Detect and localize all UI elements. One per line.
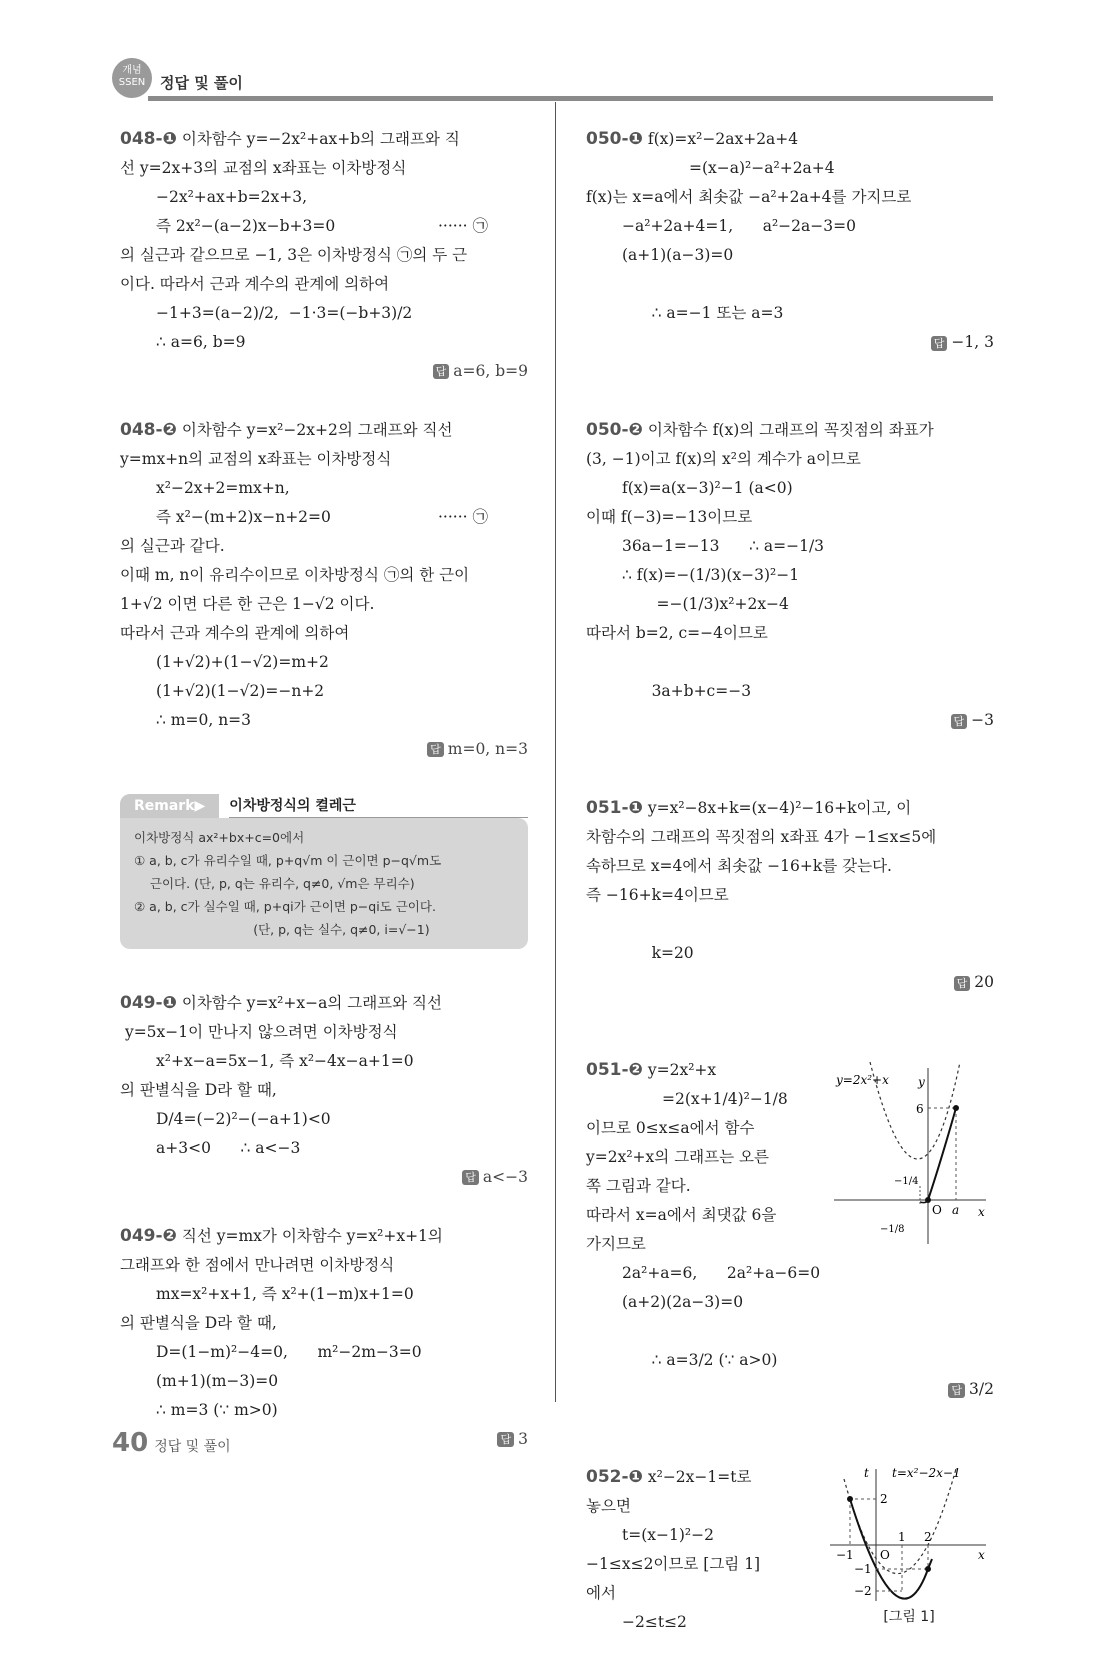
remark-box bbox=[120, 794, 528, 949]
remark-line: ② a, b, c가 실수일 때, p+qi가 근이면 p−qi도 근이다. bbox=[134, 899, 436, 914]
a-label: a bbox=[952, 1203, 960, 1217]
x-tick-m1: −1 bbox=[836, 1548, 854, 1562]
left-column bbox=[120, 125, 528, 1484]
problem-048-1 bbox=[120, 125, 528, 386]
answer-value: 3 bbox=[518, 1430, 528, 1448]
text-line: 쪽 그림과 같다. bbox=[586, 1177, 691, 1195]
answer-value: 20 bbox=[974, 973, 994, 991]
answer bbox=[951, 706, 995, 735]
problem-number: 050-❶ bbox=[586, 129, 643, 149]
equation-marker: ······ ㉠ bbox=[438, 508, 488, 526]
equation-line: x²+x−a=5x−1, 즉 x²−4x−a+1=0 bbox=[156, 1052, 414, 1070]
conclusion-text: ∴ a=−1 또는 a=3 bbox=[651, 304, 784, 322]
text-line: 따라서 근과 계수의 관계에 의하여 bbox=[120, 624, 350, 642]
conclusion-line bbox=[586, 910, 994, 1026]
equation-line: =2(x+1/4)²−1/8 bbox=[662, 1090, 788, 1108]
equation-line: −2x²+ax+b=2x+3, bbox=[156, 188, 308, 206]
equation-line: 즉 x²−(m+2)x−n+2=0 bbox=[156, 508, 331, 526]
equation-line: f(x)=a(x−3)²−1 (a<0) bbox=[622, 479, 793, 497]
problem-number: 052-❶ bbox=[586, 1467, 643, 1487]
conclusion-line bbox=[586, 648, 994, 764]
text-line: 이차함수 y=−2x²+ax+b의 그래프와 직 bbox=[176, 130, 460, 148]
problem-number: 049-❷ bbox=[120, 1226, 177, 1246]
text-line: 선 y=2x+3의 교점의 x좌표는 이차방정식 bbox=[120, 159, 407, 177]
remark-tag: Remark▶ bbox=[120, 794, 219, 818]
text-line: 이차함수 f(x)의 그래프의 꼭짓점의 좌표가 bbox=[642, 421, 934, 439]
solid-arc bbox=[928, 1108, 956, 1200]
origin-dot bbox=[925, 1197, 931, 1203]
conclusion-line bbox=[586, 270, 994, 386]
tick-label-6: 6 bbox=[916, 1102, 924, 1116]
answer-value: 3/2 bbox=[969, 1380, 994, 1398]
text-line: 즉 −16+k=4이므로 bbox=[586, 886, 729, 904]
footer-title: 정답 및 풀이 bbox=[154, 1439, 231, 1455]
answer-value: a=6, b=9 bbox=[453, 362, 528, 380]
figure-caption: [그림 1] bbox=[883, 1609, 935, 1625]
parabola-graph-t bbox=[824, 1463, 994, 1603]
equation-marker: ······ ㉠ bbox=[438, 217, 488, 235]
parabola-graph bbox=[824, 1056, 994, 1246]
conclusion-text: k=20 bbox=[651, 944, 694, 962]
text-line: f(x)는 x=a에서 최솟값 −a²+2a+4를 가지므로 bbox=[586, 188, 912, 206]
text-line: 에서 bbox=[586, 1584, 616, 1602]
text-line: 가지므로 bbox=[586, 1235, 646, 1253]
problem-049-2 bbox=[120, 1222, 528, 1454]
tick-label-quarter: −1/4 bbox=[894, 1176, 919, 1187]
page-number: 40 bbox=[112, 1428, 149, 1458]
equation-line: −2≤t≤2 bbox=[622, 1613, 687, 1631]
answer bbox=[120, 735, 528, 764]
text-line: 이때 m, n이 유리수이므로 이차방정식 ㉠의 한 근이 bbox=[120, 566, 470, 584]
text-line: 직선 y=mx가 이차함수 y=x²+x+1의 bbox=[176, 1227, 443, 1245]
equation-line: (a+1)(a−3)=0 bbox=[622, 246, 734, 264]
problem-051-2 bbox=[586, 1056, 994, 1433]
text-line: y=5x−1이 만나지 않으려면 이차방정식 bbox=[120, 1023, 398, 1041]
equation-line: (a+2)(2a−3)=0 bbox=[622, 1293, 744, 1311]
origin-label: O bbox=[932, 1203, 942, 1217]
equation-line: (1+√2)(1−√2)=−n+2 bbox=[156, 682, 325, 700]
problem-number: 051-❷ bbox=[586, 1060, 643, 1080]
text-line: 이다. 따라서 근과 계수의 관계에 의하여 bbox=[120, 275, 390, 293]
text-line: 의 실근과 같으므로 −1, 3은 이차방정식 ㉠의 두 근 bbox=[120, 246, 468, 264]
answer-value: −1, 3 bbox=[951, 333, 994, 351]
text-line: 이차함수 y=x²+x−a의 그래프와 직선 bbox=[176, 994, 443, 1012]
remark-line: ① a, b, c가 유리수일 때, p+q√m 이 근이면 p−q√m도 bbox=[134, 853, 442, 868]
logo-line1: 개념 bbox=[122, 65, 142, 76]
tick-label-m2: −2 bbox=[854, 1584, 872, 1598]
problem-052-1 bbox=[586, 1463, 994, 1637]
answer-value: −3 bbox=[971, 711, 994, 729]
equation-line: D/4=(−2)²−(−a+1)<0 bbox=[156, 1110, 331, 1128]
equation-line: (1+√2)+(1−√2)=m+2 bbox=[156, 653, 329, 671]
x-axis-label: x bbox=[978, 1205, 985, 1219]
problem-050-1 bbox=[586, 125, 994, 386]
conclusion-line bbox=[586, 1317, 994, 1433]
equation-line: −a²+2a+4=1, a²−2a−3=0 bbox=[622, 217, 856, 235]
text-line: 차함수의 그래프의 꼭짓점의 x좌표 4가 −1≤x≤5에 bbox=[586, 828, 937, 846]
problem-049-1 bbox=[120, 989, 528, 1192]
x-tick-1: 1 bbox=[898, 1530, 906, 1544]
problem-number: 048-❶ bbox=[120, 129, 177, 149]
brand-logo bbox=[112, 58, 152, 98]
text-line: 그래프와 한 점에서 만나려면 이차방정식 bbox=[120, 1256, 395, 1274]
text-line: 이때 f(−3)=−13이므로 bbox=[586, 508, 753, 526]
problem-050-2 bbox=[586, 416, 994, 764]
x-axis-label: x bbox=[978, 1548, 985, 1562]
problem-048-2 bbox=[120, 416, 528, 764]
conclusion-line: ∴ a=6, b=9 bbox=[156, 333, 246, 351]
answer-icon: 답 bbox=[931, 336, 948, 351]
equation-line: (m+1)(m−3)=0 bbox=[156, 1372, 279, 1390]
equation-line: ∴ f(x)=−(1/3)(x−3)²−1 bbox=[622, 566, 800, 584]
equation-line: x²−2x+2=mx+n, bbox=[156, 479, 290, 497]
answer-value: m=0, n=3 bbox=[447, 740, 528, 758]
text-line: 의 판별식을 D라 할 때, bbox=[120, 1314, 277, 1332]
remark-title: 이차방정식의 켤레근 bbox=[229, 795, 528, 818]
equation-line: 36a−1=−13 ∴ a=−1/3 bbox=[622, 537, 825, 555]
text-line: 이므로 0≤x≤a에서 함수 bbox=[586, 1119, 755, 1137]
equation-line: 즉 2x²−(a−2)x−b+3=0 bbox=[156, 217, 336, 235]
conclusion-text: 3a+b+c=−3 bbox=[651, 682, 752, 700]
text-line: 따라서 b=2, c=−4이므로 bbox=[586, 624, 768, 642]
equation-line: =−(1/3)x²+2x−4 bbox=[622, 595, 789, 613]
text-line: 속하므로 x=4에서 최솟값 −16+k를 갖는다. bbox=[586, 857, 892, 875]
text-line: 따라서 x=a에서 최댓값 6을 bbox=[586, 1206, 777, 1224]
equation-line: t=(x−1)²−2 bbox=[622, 1526, 714, 1544]
answer-icon: 답 bbox=[954, 976, 971, 991]
text-line: (3, −1)이고 f(x)의 x²의 계수가 a이므로 bbox=[586, 450, 861, 468]
problem-number: 048-❷ bbox=[120, 420, 177, 440]
text-line: −1≤x≤2이므로 [그림 1] bbox=[586, 1555, 761, 1573]
text-line: y=2x²+x의 그래프는 오른 bbox=[586, 1148, 769, 1166]
equation-line: y=2x²+x bbox=[642, 1061, 717, 1079]
graph-051-2 bbox=[824, 1056, 994, 1246]
remark-line: (단, p, q는 실수, q≠0, i=√−1) bbox=[134, 922, 430, 937]
answer-icon: 답 bbox=[497, 1432, 514, 1447]
equation-line: x²−2x−1=t로 bbox=[642, 1468, 752, 1486]
curve-label: t=x²−2x−1 bbox=[892, 1466, 961, 1480]
curve-label: y=2x²+x bbox=[836, 1073, 889, 1087]
answer bbox=[931, 328, 994, 357]
origin-label: O bbox=[880, 1548, 890, 1562]
text-line: 의 판별식을 D라 할 때, bbox=[120, 1081, 277, 1099]
tick-label-eighth: −1/8 bbox=[880, 1224, 905, 1235]
conclusion-line: ∴ m=3 (∵ m>0) bbox=[156, 1401, 278, 1419]
t-axis-label: t bbox=[864, 1466, 869, 1480]
text-line: y=x²−8x+k=(x−4)²−16+k이고, 이 bbox=[642, 799, 912, 817]
endpoint-dot bbox=[847, 1496, 853, 1502]
fraction-equation: −1+3=(a−2)/2, −1·3=(−b+3)/2 bbox=[156, 304, 413, 322]
equation-line: =(x−a)²−a²+2a+4 bbox=[689, 159, 835, 177]
text-line: 이차함수 y=x²−2x+2의 그래프와 직선 bbox=[176, 421, 453, 439]
right-column bbox=[586, 125, 994, 1667]
equation-line: f(x)=x²−2ax+2a+4 bbox=[642, 130, 799, 148]
answer-icon: 답 bbox=[427, 742, 444, 757]
tick-label-2: 2 bbox=[880, 1492, 888, 1506]
answer-icon: 답 bbox=[462, 1170, 479, 1185]
problem-number: 050-❷ bbox=[586, 420, 643, 440]
problem-051-1 bbox=[586, 794, 994, 1026]
remark-line: 근이다. (단, p, q는 유리수, q≠0, √m은 무리수) bbox=[134, 876, 415, 891]
answer-icon: 답 bbox=[948, 1383, 965, 1398]
page-title: 정답 및 풀이 bbox=[160, 74, 243, 92]
tick-label-m1: −1 bbox=[854, 1562, 872, 1576]
header-rule bbox=[148, 96, 993, 101]
equation-line: D=(1−m)²−4=0, m²−2m−3=0 bbox=[156, 1343, 422, 1361]
logo-line2: SSEN bbox=[118, 77, 146, 88]
text-line: 의 실근과 같다. bbox=[120, 537, 225, 555]
page-header bbox=[112, 58, 992, 102]
dashed-parabola bbox=[844, 1469, 956, 1574]
conclusion-text: ∴ a=3/2 (∵ a>0) bbox=[651, 1351, 778, 1369]
equation-line: mx=x²+x+1, 즉 x²+(1−m)x+1=0 bbox=[156, 1285, 414, 1303]
answer-icon: 답 bbox=[433, 364, 450, 379]
answer-icon: 답 bbox=[951, 714, 968, 729]
answer bbox=[120, 357, 528, 386]
answer bbox=[954, 968, 994, 997]
x-tick-2: 2 bbox=[924, 1530, 932, 1544]
graph-052-1 bbox=[824, 1463, 994, 1632]
problem-number: 051-❶ bbox=[586, 798, 643, 818]
answer bbox=[120, 1163, 528, 1192]
column-divider bbox=[555, 102, 556, 1402]
endpoint-dot bbox=[953, 1105, 959, 1111]
y-axis-label: y bbox=[918, 1075, 925, 1089]
endpoint-dot bbox=[925, 1566, 931, 1572]
text-line: 1+√2 이면 다른 한 근은 1−√2 이다. bbox=[120, 595, 375, 613]
text-line: 놓으면 bbox=[586, 1497, 631, 1515]
equation-line: 2a²+a=6, 2a²+a−6=0 bbox=[622, 1264, 821, 1282]
conclusion-line: ∴ m=0, n=3 bbox=[156, 711, 252, 729]
answer-value: a<−3 bbox=[482, 1168, 528, 1186]
remark-line: 이차방정식 ax²+bx+c=0에서 bbox=[134, 830, 305, 845]
conclusion-line: a+3<0 ∴ a<−3 bbox=[156, 1139, 301, 1157]
page-footer bbox=[112, 1428, 231, 1458]
answer bbox=[948, 1375, 994, 1404]
remark-body bbox=[120, 818, 528, 949]
problem-number: 049-❶ bbox=[120, 993, 177, 1013]
text-line: y=mx+n의 교점의 x좌표는 이차방정식 bbox=[120, 450, 392, 468]
